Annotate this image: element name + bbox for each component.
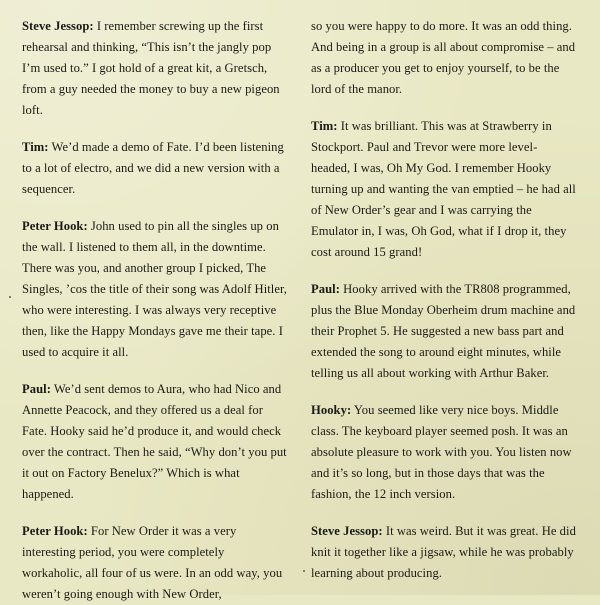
paragraph-text: For New Order it was a very interesting period, you were completely workaholic, all four of us were. In an odd way, you weren’t going enough with New Order, <box>22 524 283 601</box>
paragraph-text: We’d made a demo of Fate. I’d been listening to a lot of electro, and we did a new version with a sequencer. <box>22 140 284 196</box>
paper-speck <box>9 296 11 298</box>
speaker-name: Tim: <box>311 119 338 133</box>
paragraph <box>311 521 576 584</box>
speaker-name: Steve Jessop: <box>311 524 383 538</box>
paper-speck <box>303 570 305 572</box>
paragraph-text: It was weird. But it was great. He did knit it together like a jigsaw, while he was probably learning about producing. <box>311 524 576 580</box>
paragraph <box>22 16 287 121</box>
paragraph-text: I remember screwing up the first rehearsal and thinking, “This isn’t the jangly pop I’m used to.” I got hold of a great kit, a Gretsch, from a guy needed the money to buy a new pigeon loft. <box>22 19 280 117</box>
two-column-layout <box>22 16 578 601</box>
speaker-name: Tim: <box>22 140 49 154</box>
paragraph <box>311 400 576 505</box>
paragraph <box>22 216 287 363</box>
paragraph <box>22 137 287 200</box>
paragraph-text: It was brilliant. This was at Strawberry in Stockport. Paul and Trevor were more level-headed, I was, Oh My God. I remember Hooky turning up and wanting the van emptied – he had all of New Order’s gear and I was carrying the Emulator in, I was, Oh God, what if I drop it, they cost around 15 grand! <box>311 119 576 259</box>
speaker-name: Paul: <box>22 382 51 396</box>
paragraph <box>311 279 576 384</box>
paragraph <box>311 16 576 100</box>
paragraph <box>22 379 287 505</box>
speaker-name: Steve Jessop: <box>22 19 94 33</box>
paragraph-text: John used to pin all the singles up on the wall. I listened to them all, in the downtime. There was you, and another group I picked, The Singles, ’cos the title of their song was Adolf Hitler, who were interesting. I was always very receptive then, like the Happy Mondays gave me their tape. I used to acquire it all. <box>22 219 287 359</box>
paragraph-text: Hooky arrived with the TR808 programmed, plus the Blue Monday Oberheim drum machine and their Prophet 5. He suggested a new bass part and extended the song to around eight minutes, while telling us all about working with Arthur Baker. <box>311 282 576 380</box>
speaker-name: Paul: <box>311 282 340 296</box>
speaker-name: Peter Hook: <box>22 524 88 538</box>
paragraph-text: We’d sent demos to Aura, who had Nico and Annette Peacock, and they offered us a deal for Fate. Hooky said he’d produce it, and would check over the contract. Then he said, “Why don’t you put it out on Factory Benelux?” Which is what happened. <box>22 382 287 501</box>
paragraph-text: so you were happy to do more. It was an odd thing. And being in a group is all about compromise – and as a producer you get to enjoy yourself, to be the lord of the manor. <box>311 19 576 96</box>
speaker-name: Hooky: <box>311 403 352 417</box>
paragraph <box>22 521 287 605</box>
speaker-name: Peter Hook: <box>22 219 88 233</box>
paragraph-text: You seemed like very nice boys. Middle class. The keyboard player seemed posh. It was an absolute pleasure to work with you. You listen now and it’s so long, but in those days that was the fashion, the 12 inch version. <box>311 403 572 501</box>
right-column <box>311 16 576 585</box>
left-column <box>22 16 287 601</box>
paragraph <box>311 116 576 263</box>
